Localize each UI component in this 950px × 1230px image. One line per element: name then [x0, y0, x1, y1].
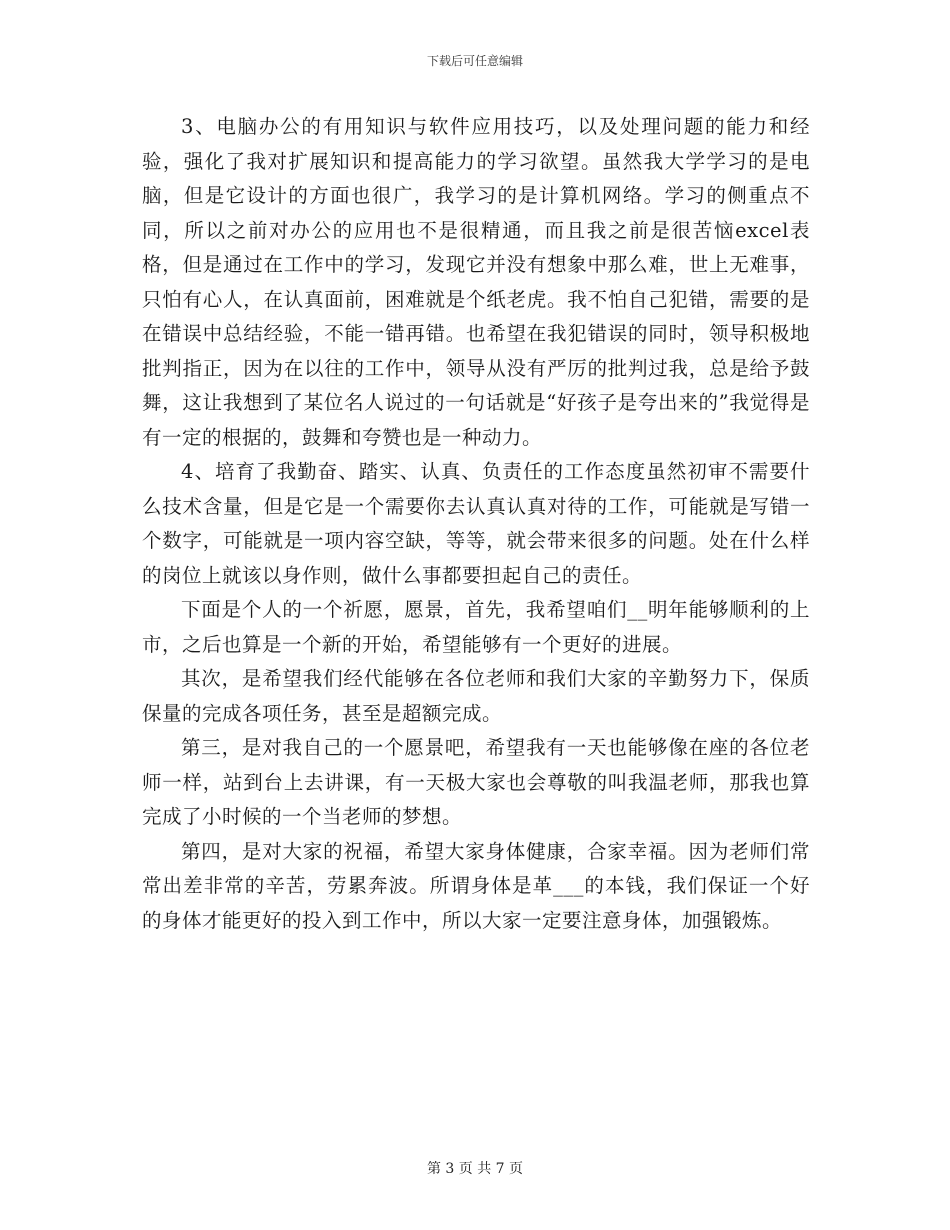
paragraph-third: 第三，是对我自己的一个愿景吧，希望我有一天也能够像在座的各位老师一样，站到台上去讲课，有一天极大家也会尊敬的叫我温老师，那我也算完成了小时候的一个当老师的梦想。: [142, 736, 810, 828]
paragraph-second: 其次，是希望我们经代能够在各位老师和我们大家的辛勤努力下，保质保量的完成各项任务，甚至是超额完成。: [142, 667, 810, 725]
page-header: 下载后可任意编辑: [426, 54, 523, 68]
page-footer: 第 3 页 共 7 页: [426, 1161, 524, 1177]
paragraph-wishes: 下面是个人的一个祈愿，愿景，首先，我希望咱们__明年能够顺利的上市，之后也算是一个新的开始，希望能够有一个更好的进展。: [142, 598, 810, 656]
paragraph-3-office-skills: 3、电脑办公的有用知识与软件应用技巧，以及处理问题的能力和经验，强化了我对扩展知识和提高能力的学习欲望。虽然我大学学习的是电脑，但是它设计的方面也很广，我学习的是计算机网络。学习的侧重点不同，所以之前对办公的应用也不是很精通，而且我之前是很苦恼excel表格，但是通过在工作中的学习，发现它并没有想象中那么难，世上无难事，只怕有心人，在认真面前，困难就是个纸老虎。我不怕自己犯错，需要的是在错误中总结经验，不能一错再错。也希望在我犯错误的同时，领导积极地批判指正，因为在以往的工作中，领导从没有严厉的批判过我，总是给予鼓舞，这让我想到了某位名人说过的一句话就是“好孩子是夸出来的”我觉得是有一定的根据的，鼓舞和夸赞也是一种动力。: [142, 115, 810, 449]
document-body: [142, 110, 810, 938]
paragraph-fourth: 第四，是对大家的祝福，希望大家身体健康，合家幸福。因为老师们常常出差非常的辛苦，劳累奔波。所谓身体是革___的本钱，我们保证一个好的身体才能更好的投入到工作中，所以大家一定要注意身体，加强锻炼。: [142, 839, 810, 932]
paragraph-4-work-attitude: 4、培育了我勤奋、踏实、认真、负责任的工作态度虽然初审不需要什么技术含量，但是它是一个需要你去认真认真对待的工作，可能就是写错一个数字，可能就是一项内容空缺，等等，就会带来很多的问题。处在什么样的岗位上就该以身作则，做什么事都要担起自己的责任。: [142, 460, 810, 587]
